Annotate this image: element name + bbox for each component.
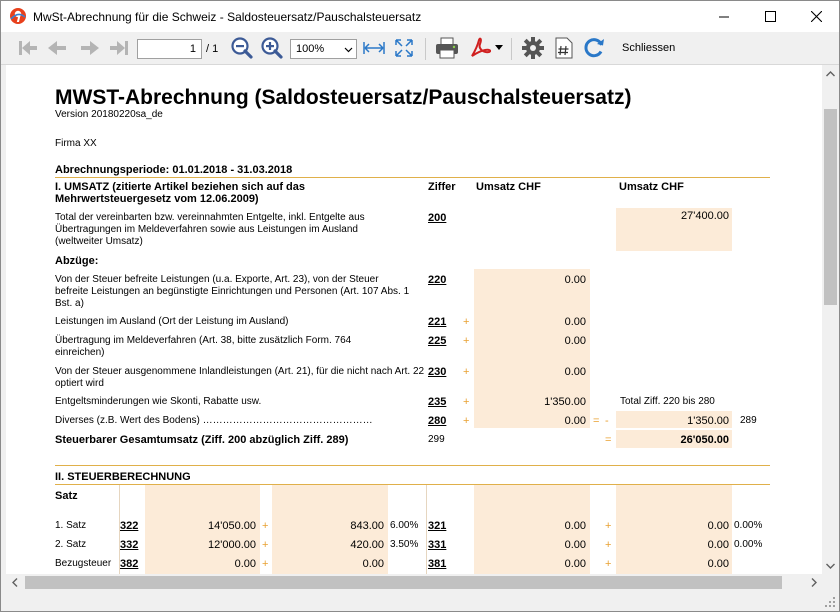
section-2-heading: II. STEUERBERECHNUNG bbox=[55, 471, 191, 483]
row-200-value: 27'400.00 bbox=[681, 210, 729, 222]
zoom-value: 100% bbox=[296, 43, 325, 55]
toolbar-separator bbox=[425, 38, 426, 60]
maximize-button[interactable] bbox=[747, 1, 793, 32]
row-230-label: Von der Steuer ausgenommene Inlandleistungen (Art. 21), für die nicht nach Art. 22 optiert wird bbox=[55, 366, 425, 389]
row-200-label: Total der vereinbarten bzw. vereinnahmten Entgelte, inkl. Entgelte aus Übertragungen im Meldeverfahren sowie aus Leistungen im Ausland (weltweiter Umsatz) bbox=[55, 212, 365, 247]
page-numbering-button[interactable] bbox=[552, 36, 576, 60]
satz-row-steuer-2017: 0.00 bbox=[707, 539, 729, 551]
row-280-minus: - bbox=[605, 415, 609, 427]
divider-line bbox=[55, 465, 770, 466]
section-1-heading: I. UMSATZ (zitierte Artikel beziehen sich auf das Mehrwertsteuergesetz vom 12.06.2009) bbox=[55, 181, 305, 205]
first-page-icon bbox=[17, 39, 39, 57]
row-235-op: + bbox=[463, 396, 470, 408]
zoom-out-icon bbox=[231, 37, 253, 59]
row-225-code: 225 bbox=[428, 335, 447, 347]
satz-row-code-2017: 321 bbox=[428, 520, 447, 532]
scroll-down-button[interactable] bbox=[822, 557, 839, 574]
zoom-select[interactable] bbox=[290, 39, 357, 59]
first-page-button[interactable] bbox=[16, 36, 40, 60]
row-280-value: 0.00 bbox=[564, 415, 586, 427]
satz-row-label: 2. Satz bbox=[55, 539, 87, 550]
satz-row-label: Bezugsteuer bbox=[55, 558, 112, 569]
vertical-scroll-thumb[interactable] bbox=[824, 109, 837, 305]
report-viewport[interactable] bbox=[6, 65, 822, 574]
row-220-value: 0.00 bbox=[564, 274, 586, 286]
scrollbar-corner bbox=[822, 574, 839, 591]
chevron-left-icon bbox=[12, 578, 18, 587]
zoom-in-button[interactable] bbox=[260, 36, 284, 60]
row-299-code: 299 bbox=[428, 434, 445, 445]
satz-row-steuer-2017: 0.00 bbox=[707, 558, 729, 570]
company-name: Firma XX bbox=[55, 138, 97, 149]
close-icon bbox=[811, 11, 822, 22]
printer-icon bbox=[434, 37, 460, 59]
fit-width-button[interactable] bbox=[362, 36, 386, 60]
row-289-code: 289 bbox=[740, 415, 757, 426]
divider-line bbox=[119, 485, 120, 574]
scroll-right-button[interactable] bbox=[805, 574, 822, 591]
satz-row-code-2017: 381 bbox=[428, 558, 447, 570]
resize-grip-icon[interactable] bbox=[824, 596, 836, 608]
row-225-label: Übertragung im Meldeverfahren (Art. 38, bitte zusätzlich Form. 764 einreichen) bbox=[55, 335, 352, 358]
caret-down-icon bbox=[495, 45, 503, 51]
fit-page-icon bbox=[394, 38, 414, 58]
next-page-icon bbox=[79, 39, 101, 57]
row-200-code: 200 bbox=[428, 212, 447, 224]
app-logo-icon bbox=[9, 7, 27, 25]
fit-width-icon bbox=[363, 39, 385, 57]
satz-row-rate: 6.00% bbox=[390, 520, 419, 531]
row-299-eq: = bbox=[605, 434, 612, 446]
close-button[interactable] bbox=[793, 1, 839, 32]
satz-row-op: + bbox=[262, 558, 269, 570]
abzuege-label: Abzüge: bbox=[55, 255, 99, 267]
satz-row-leistungen-2017: 0.00 bbox=[564, 539, 586, 551]
satz-row-code-2017: 331 bbox=[428, 539, 447, 551]
report-version: Version 20180220sa_de bbox=[55, 109, 163, 120]
chevron-down-icon bbox=[344, 45, 353, 54]
settings-button[interactable] bbox=[520, 36, 546, 60]
report-page bbox=[6, 65, 822, 574]
horizontal-scrollbar[interactable] bbox=[6, 574, 822, 591]
satz-row-op-2017: + bbox=[605, 558, 612, 570]
row-235-label: Entgeltsminderungen wie Skonti, Rabatte usw. bbox=[55, 396, 262, 407]
minimize-icon bbox=[719, 11, 730, 22]
satz-row-leistungen-2017: 0.00 bbox=[564, 558, 586, 570]
row-225-value: 0.00 bbox=[564, 335, 586, 347]
row-235-note: Total Ziff. 220 bis 280 bbox=[620, 396, 715, 407]
row-221-op: + bbox=[463, 316, 470, 328]
satz-row-op-2017: + bbox=[605, 520, 612, 532]
fit-page-button[interactable] bbox=[392, 36, 416, 60]
status-bar bbox=[1, 591, 839, 611]
row-220-code: 220 bbox=[428, 274, 447, 286]
satz-row-steuer: 843.00 bbox=[350, 520, 384, 532]
satz-row-leistungen: 0.00 bbox=[234, 558, 256, 570]
satz-row-op: + bbox=[262, 520, 269, 532]
satz-row-rate-2017: 0.00% bbox=[734, 539, 763, 550]
row-220-label: Von der Steuer befreite Leistungen (u.a. Exporte, Art. 23), von der Steuer befreite Leistungen an begünstigte Einrichtungen und Personen (Art. 107 Abs. 1 Bst. a) bbox=[55, 274, 410, 309]
satz-row-op: + bbox=[262, 539, 269, 551]
last-page-icon bbox=[108, 39, 130, 57]
previous-page-icon bbox=[46, 39, 68, 57]
horizontal-scroll-thumb[interactable] bbox=[25, 576, 782, 589]
col-ziffer: Ziffer bbox=[428, 181, 456, 193]
close-report-button[interactable]: Schliessen bbox=[622, 42, 676, 54]
chevron-right-icon bbox=[811, 578, 817, 587]
row-221-value: 0.00 bbox=[564, 316, 586, 328]
row-280-code: 280 bbox=[428, 415, 447, 427]
satz-row-code: 322 bbox=[120, 520, 139, 532]
col-satz: Satz bbox=[55, 490, 78, 502]
scroll-up-button[interactable] bbox=[822, 65, 839, 82]
divider-line bbox=[426, 485, 427, 574]
satz-row-op-2017: + bbox=[605, 539, 612, 551]
satz-row-leistungen: 12'000.00 bbox=[208, 539, 256, 551]
divider-line bbox=[55, 177, 770, 178]
page-number-icon bbox=[555, 37, 573, 59]
page-total-label: / 1 bbox=[206, 43, 219, 55]
row-299-value: 26'050.00 bbox=[680, 434, 729, 446]
chevron-down-icon bbox=[826, 563, 835, 569]
toolbar bbox=[1, 32, 839, 65]
row-289-value: 1'350.00 bbox=[687, 415, 729, 427]
print-button[interactable] bbox=[433, 36, 461, 60]
row-230-value: 0.00 bbox=[564, 366, 586, 378]
satz-row-code: 332 bbox=[120, 539, 139, 551]
scroll-left-button[interactable] bbox=[6, 574, 23, 591]
col-umsatz-1: Umsatz CHF bbox=[476, 181, 541, 193]
row-230-op: + bbox=[463, 366, 470, 378]
last-page-button[interactable] bbox=[107, 36, 131, 60]
gear-icon bbox=[522, 37, 544, 59]
row-221-code: 221 bbox=[428, 316, 447, 328]
export-dropdown-button[interactable] bbox=[493, 36, 505, 60]
export-pdf-button[interactable] bbox=[467, 36, 493, 60]
row-225-op: + bbox=[463, 335, 470, 347]
row-235-value: 1'350.00 bbox=[544, 396, 586, 408]
next-page-button[interactable] bbox=[78, 36, 102, 60]
chevron-up-icon bbox=[826, 71, 835, 77]
maximize-icon bbox=[765, 11, 776, 22]
report-title: MWST-Abrechnung (Saldosteuersatz/Pauschalsteuersatz) bbox=[55, 86, 632, 109]
row-221-label: Leistungen im Ausland (Ort der Leistung im Ausland) bbox=[55, 316, 289, 327]
row-280-op: + bbox=[463, 415, 470, 427]
satz-row-leistungen: 14'050.00 bbox=[208, 520, 256, 532]
pdf-icon bbox=[469, 37, 491, 59]
window-title: MwSt-Abrechnung für die Schweiz - Saldosteuersatz/Pauschalsteuersatz bbox=[33, 10, 422, 24]
satz-row-steuer-2017: 0.00 bbox=[707, 520, 729, 532]
toolbar-separator bbox=[511, 38, 512, 60]
row-235-code: 235 bbox=[428, 396, 447, 408]
title-bar bbox=[1, 1, 839, 32]
minimize-button[interactable] bbox=[701, 1, 747, 32]
refresh-icon bbox=[582, 36, 606, 60]
satz-row-rate: 3.50% bbox=[390, 539, 419, 550]
satz-row-rate-2017: 0.00% bbox=[734, 520, 763, 531]
page-number-input[interactable]: 1 bbox=[137, 39, 202, 59]
previous-page-button[interactable] bbox=[45, 36, 69, 60]
satz-row-label: 1. Satz bbox=[55, 520, 87, 531]
col-umsatz-2: Umsatz CHF bbox=[619, 181, 684, 193]
refresh-button[interactable] bbox=[581, 36, 607, 60]
satz-row-steuer: 420.00 bbox=[350, 539, 384, 551]
satz-row-leistungen-2017: 0.00 bbox=[564, 520, 586, 532]
row-280-eq: = bbox=[593, 415, 600, 427]
period-label: Abrechnungsperiode: 01.01.2018 - 31.03.2018 bbox=[55, 164, 293, 176]
vertical-scrollbar[interactable] bbox=[822, 65, 839, 574]
satz-row-code: 382 bbox=[120, 558, 139, 570]
row-299-label: Steuerbarer Gesamtumsatz (Ziff. 200 abzüglich Ziff. 289) bbox=[55, 434, 349, 446]
satz-row-steuer: 0.00 bbox=[362, 558, 384, 570]
row-280-label: Diverses (z.B. Wert des Bodens) …………………………………………… bbox=[55, 415, 373, 426]
zoom-out-button[interactable] bbox=[230, 36, 254, 60]
zoom-in-icon bbox=[261, 37, 283, 59]
row-230-code: 230 bbox=[428, 366, 447, 378]
